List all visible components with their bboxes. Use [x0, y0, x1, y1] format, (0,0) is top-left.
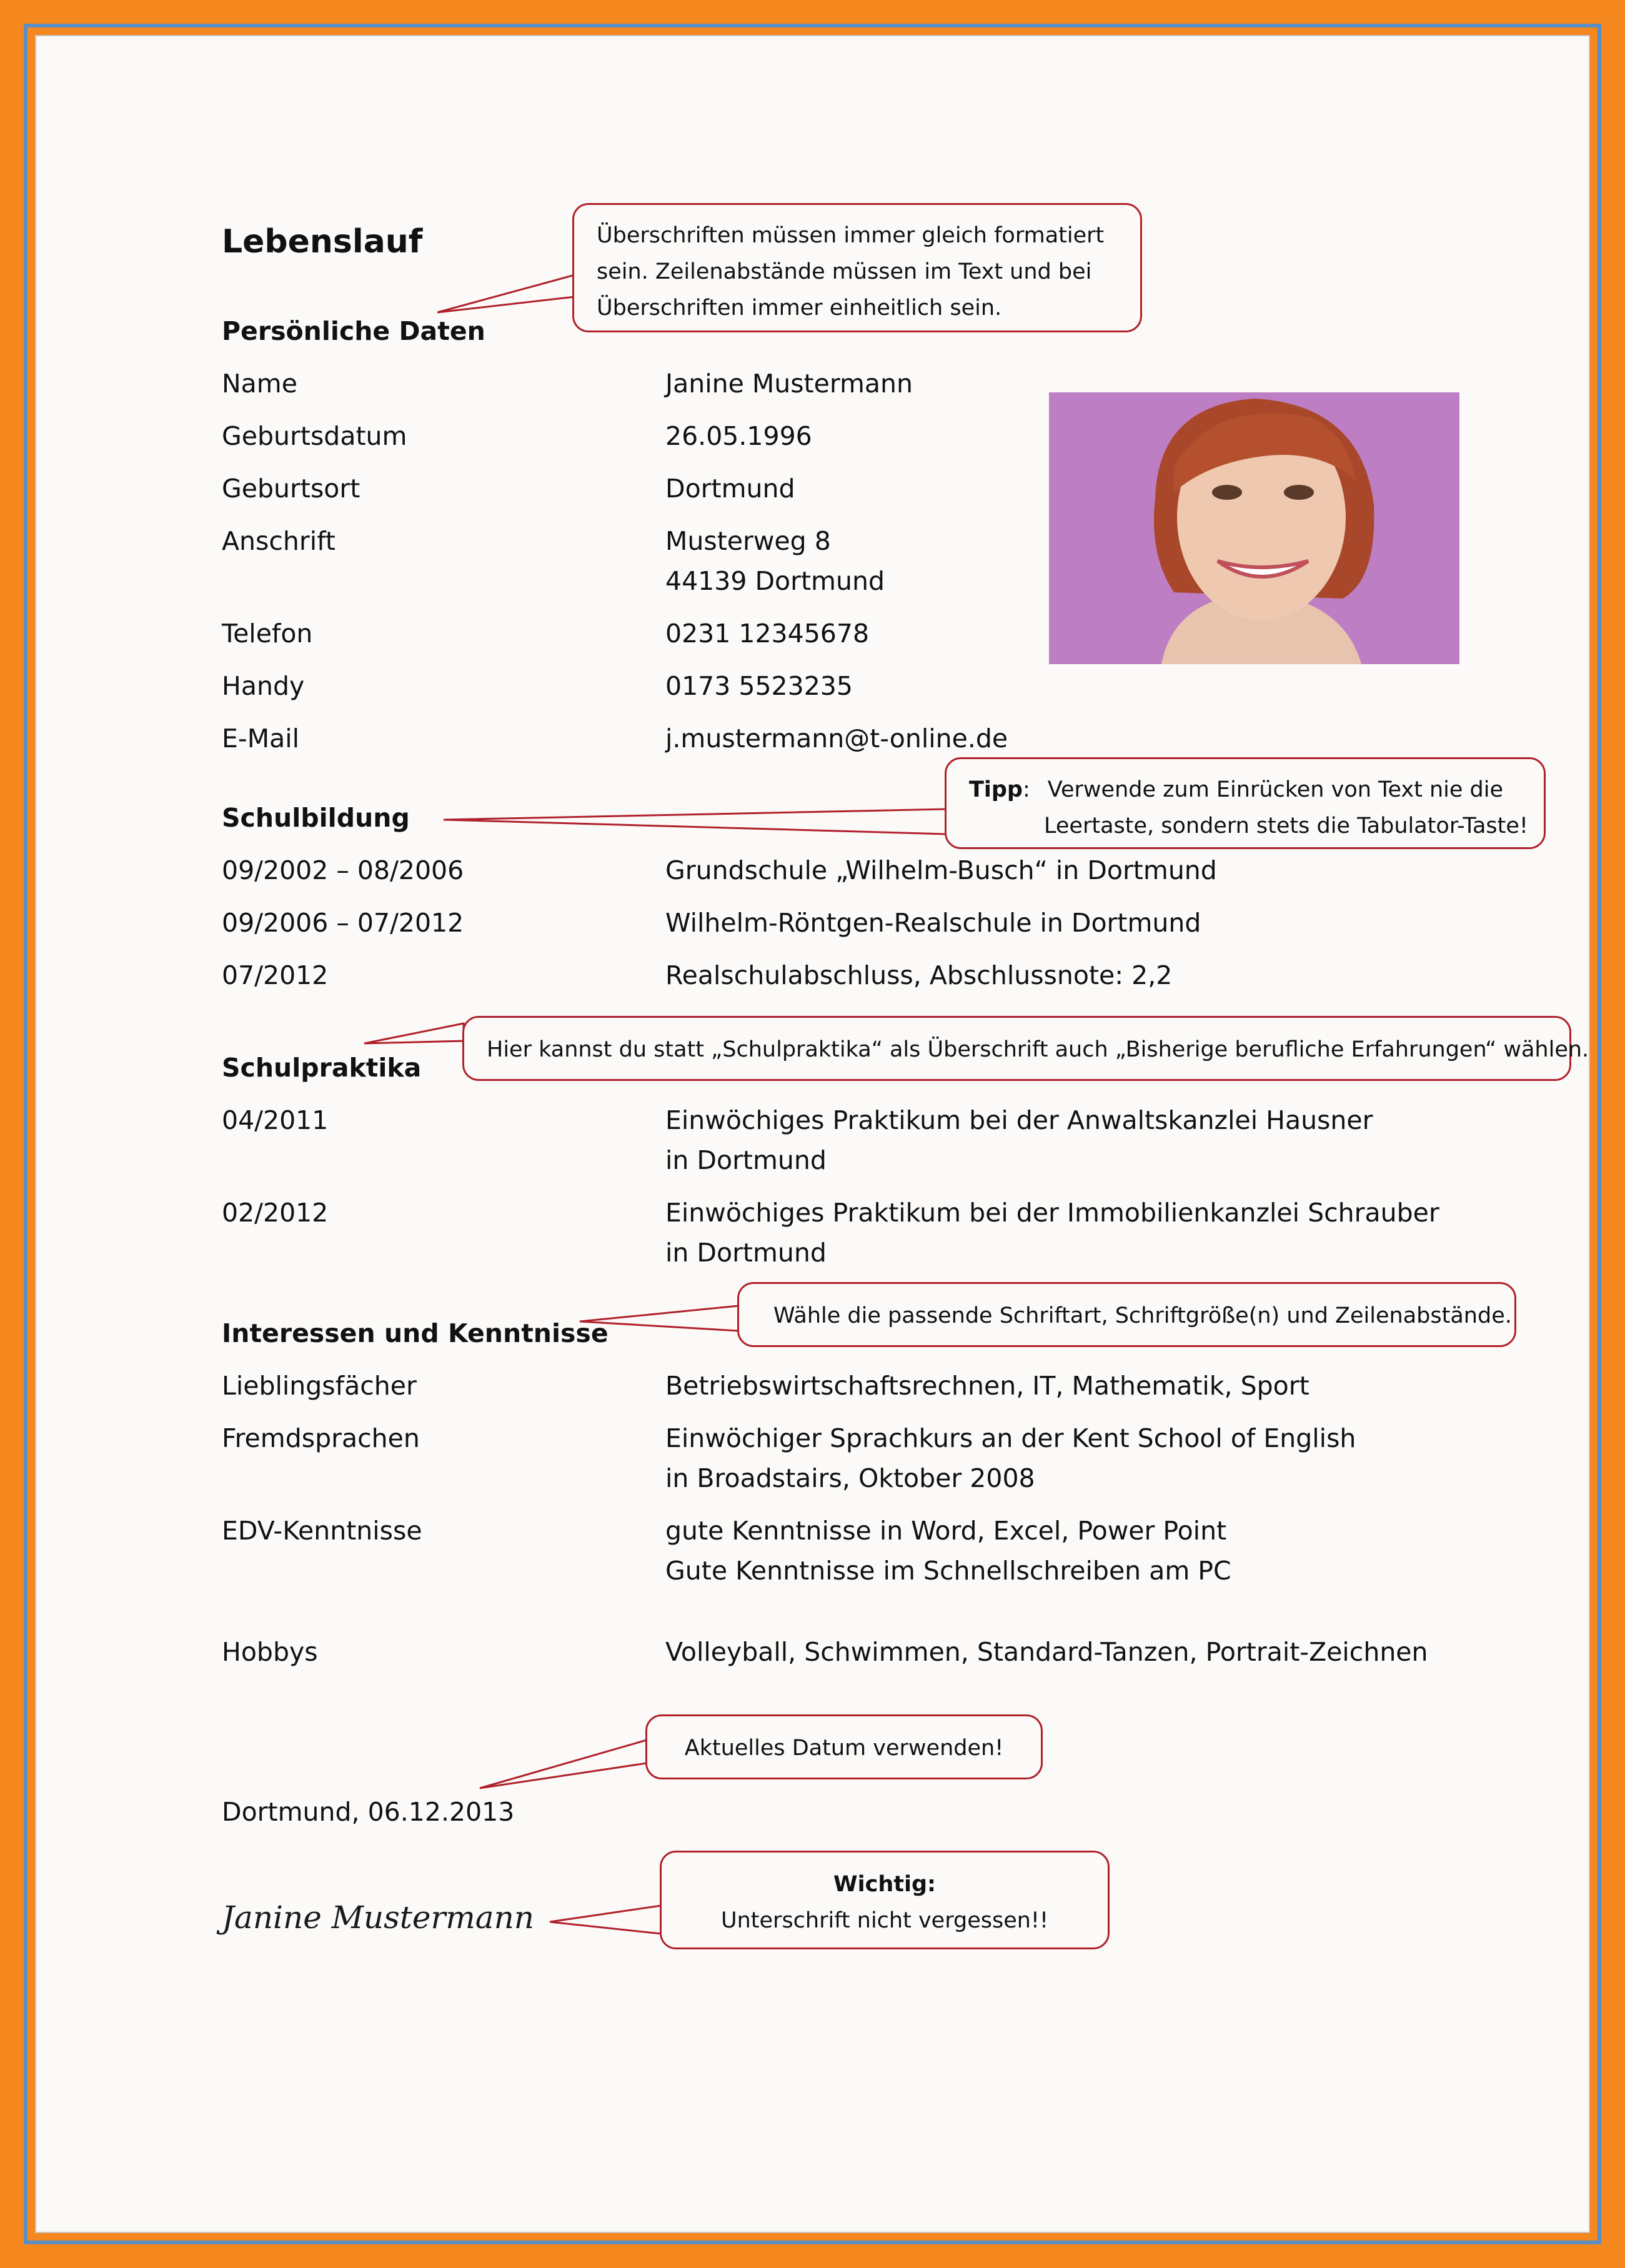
callout-headings [572, 203, 1142, 332]
value-address-street: Musterweg 8 [665, 526, 831, 556]
label-it-skills: EDV-Kenntnisse [222, 1516, 422, 1546]
value-languages-line2: in Broadstairs, Oktober 2008 [665, 1463, 1035, 1493]
callout-tip-line-2: Leertaste, sondern stets die Tabulator-Taste! [1044, 813, 1528, 838]
callout-headings-line-3: Überschriften immer einheitlich sein. [597, 296, 1002, 321]
label-email: E-Mail [222, 724, 299, 754]
pointer-signature [550, 1906, 661, 1934]
label-mobile: Handy [222, 671, 305, 701]
value-internship-1: Einwöchiges Praktikum bei der Anwaltskanzlei Hausner [665, 1105, 1373, 1135]
callout-date [645, 1714, 1043, 1779]
value-favorite-subjects: Betriebswirtschaftsrechnen, IT, Mathematik, Sport [665, 1371, 1309, 1401]
label-address: Anschrift [222, 526, 335, 556]
heading-interests: Interessen und Kenntnisse [222, 1318, 609, 1348]
label-name: Name [222, 369, 297, 399]
label-internship-1: 04/2011 [222, 1105, 329, 1135]
value-school-2: Wilhelm-Röntgen-Realschule in Dortmund [665, 908, 1201, 938]
signature: Janine Mustermann [222, 1899, 534, 1936]
callout-praktika [462, 1016, 1589, 1081]
callout-signature-text: Unterschrift nicht vergessen!! [721, 1908, 1048, 1933]
label-phone: Telefon [222, 619, 313, 649]
heading-personal: Persönliche Daten [222, 316, 485, 346]
pointer-tip [444, 809, 946, 834]
label-hobbies: Hobbys [222, 1637, 318, 1667]
value-internship-2-line2: in Dortmund [665, 1238, 827, 1268]
label-birthplace: Geburtsort [222, 474, 360, 504]
label-school-1: 09/2002 – 08/2006 [222, 855, 464, 885]
callout-font-text: Wähle die passende Schriftart, Schriftgröße(n) und Zeilenabstände. [773, 1303, 1512, 1328]
value-school-3: Realschulabschluss, Abschlussnote: 2,2 [665, 960, 1173, 990]
callout-tip-line-1: Verwende zum Einrücken von Text nie die [1047, 777, 1504, 802]
value-school-1: Grundschule „Wilhelm-Busch“ in Dortmund [665, 855, 1217, 885]
value-email: j.mustermann@t-online.de [665, 724, 1008, 754]
callout-headings-line-1: Überschriften müssen immer gleich formatiert [597, 223, 1105, 248]
place-date: Dortmund, 06.12.2013 [222, 1797, 515, 1827]
label-languages: Fremdsprachen [222, 1423, 420, 1453]
callout-tip-colon: : [1022, 777, 1030, 802]
value-name: Janine Mustermann [665, 369, 913, 399]
label-school-2: 09/2006 – 07/2012 [222, 908, 464, 938]
portrait-photo [1049, 392, 1459, 664]
pointer-praktika [364, 1023, 464, 1043]
label-school-3: 07/2012 [222, 960, 329, 990]
callout-font [737, 1282, 1516, 1347]
heading-internships: Schulpraktika [222, 1053, 422, 1083]
value-internship-1-line2: in Dortmund [665, 1145, 827, 1175]
label-birthdate: Geburtsdatum [222, 421, 407, 451]
value-it-skills: gute Kenntnisse in Word, Excel, Power Point [665, 1516, 1227, 1546]
pointer-headings [437, 275, 575, 312]
value-phone: 0231 12345678 [665, 619, 870, 649]
value-mobile: 0173 5523235 [665, 671, 853, 701]
callout-tip [945, 757, 1546, 849]
value-hobbies: Volleyball, Schwimmen, Standard-Tanzen, Portrait-Zeichnen [665, 1637, 1428, 1667]
document-title: Lebenslauf [222, 223, 423, 261]
callout-praktika-text: Hier kannst du statt „Schulpraktika“ als Überschrift auch „Bisherige berufliche Erfahrungen“ wählen. [487, 1037, 1589, 1062]
callout-tip-label: Tipp [969, 777, 1023, 802]
value-birthplace: Dortmund [665, 474, 795, 504]
value-it-skills-line2: Gute Kenntnisse im Schnellschreiben am PC [665, 1556, 1231, 1586]
value-birthdate: 26.05.1996 [665, 421, 812, 451]
value-languages: Einwöchiger Sprachkurs an der Kent School of English [665, 1423, 1356, 1453]
label-favorite-subjects: Lieblingsfächer [222, 1371, 417, 1401]
callout-signature [660, 1851, 1110, 1949]
pointer-date [480, 1740, 647, 1788]
label-internship-2: 02/2012 [222, 1198, 329, 1228]
callout-headings-line-2: sein. Zeilenabstände müssen im Text und bei [597, 259, 1092, 284]
heading-school: Schulbildung [222, 803, 410, 833]
value-address-city: 44139 Dortmund [665, 566, 885, 596]
value-internship-2: Einwöchiges Praktikum bei der Immobilienkanzlei Schrauber [665, 1198, 1439, 1228]
callout-signature-title: Wichtig: [833, 1872, 937, 1897]
callout-date-text: Aktuelles Datum verwenden! [684, 1736, 1004, 1761]
